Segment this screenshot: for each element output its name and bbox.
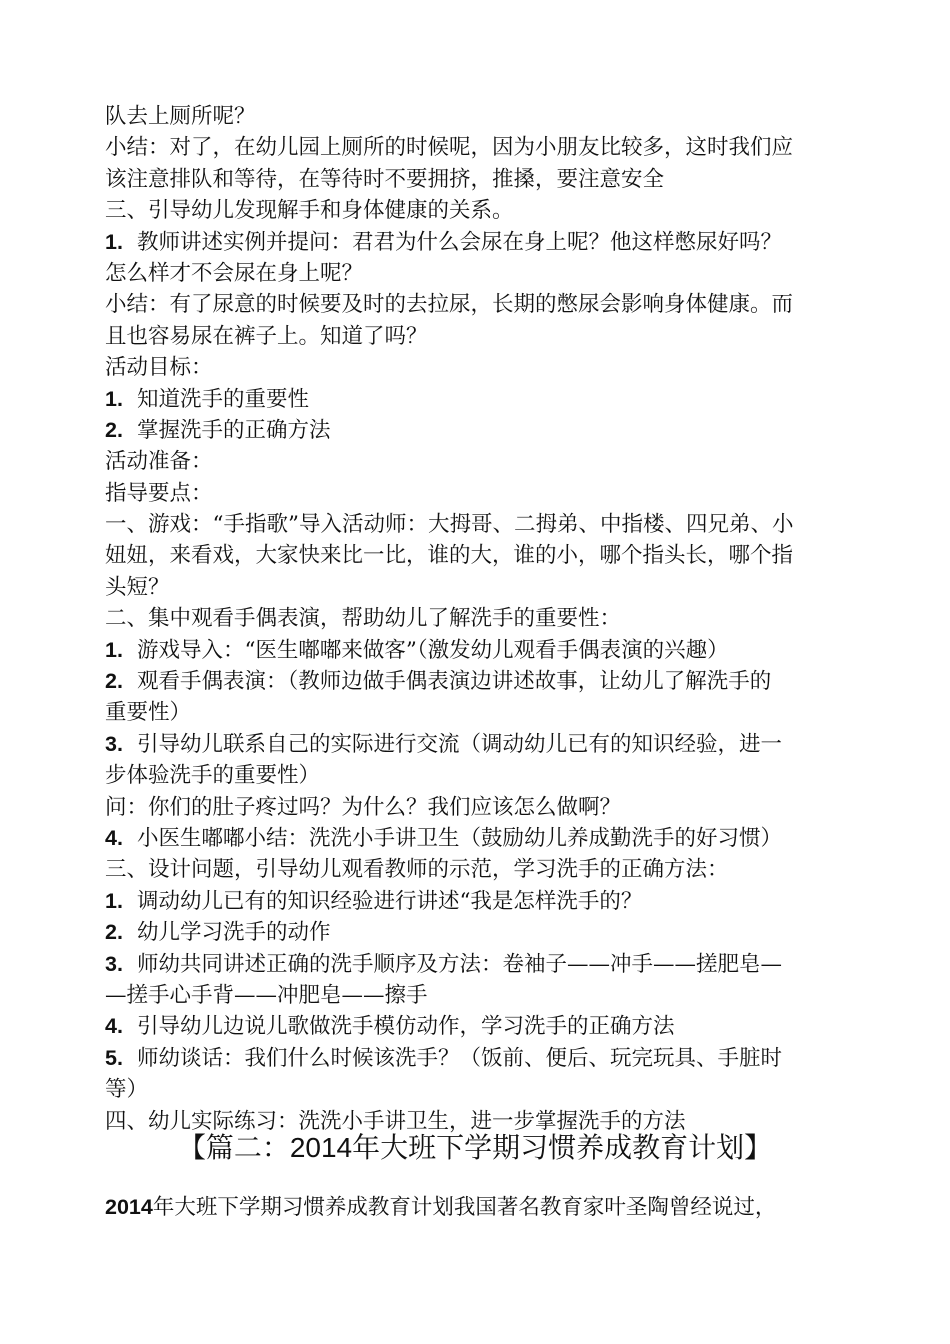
- text-line: [105, 949, 865, 980]
- text-line: [105, 1043, 865, 1074]
- text-line: [105, 635, 865, 666]
- line-text: 观看手偶表演：（教师边做手偶表演边讲述故事，让幼儿了解洗手的: [136, 669, 772, 695]
- heading-rest: 年大班下学期习惯养成教育计划】: [352, 1131, 773, 1164]
- list-number: 3.: [105, 731, 123, 756]
- text-line: [105, 854, 865, 885]
- list-number: 2.: [105, 669, 123, 694]
- paragraph-text: 年大班下学期习惯养成教育计划我国著名教育家叶圣陶曾经说过，: [152, 1195, 777, 1220]
- text-line: [105, 289, 865, 320]
- line-text: 步体验洗手的重要性）: [105, 763, 321, 789]
- text-line: [105, 666, 865, 697]
- line-text: 三、设计问题，引导幼儿观看教师的示范，学习洗手的正确方法：: [105, 857, 729, 883]
- list-number: 2.: [105, 920, 123, 945]
- text-line: [105, 101, 865, 132]
- text-line: [105, 917, 865, 948]
- line-text: 师幼谈话：我们什么时候该洗手？（饭前、便后、玩完玩具、手脏时: [136, 1045, 782, 1071]
- list-number: 4.: [105, 1014, 123, 1039]
- list-number: 4.: [105, 825, 123, 850]
- list-number: 5.: [105, 1045, 123, 1070]
- text-line: [105, 980, 865, 1011]
- line-text: 三、引导幼儿发现解手和身体健康的关系。: [105, 198, 514, 224]
- list-number: 1.: [105, 888, 123, 913]
- text-line: [105, 415, 865, 446]
- line-text: 教师讲述实例并提问：君君为什么会尿在身上呢？他这样憋尿好吗？: [136, 229, 782, 255]
- line-text: 四、幼儿实际练习：洗洗小手讲卫生，进一步掌握洗手的方法: [105, 1108, 686, 1134]
- text-line: [105, 540, 865, 571]
- line-text: 头短？: [105, 574, 170, 600]
- text-line: [105, 792, 865, 823]
- line-text: 重要性）: [105, 700, 192, 726]
- text-line: [105, 697, 865, 728]
- line-text: 等）: [105, 1077, 149, 1103]
- section-paragraph: [105, 1192, 865, 1223]
- text-line: [105, 227, 865, 258]
- list-number: 1.: [105, 637, 123, 662]
- line-text: 妞妞，来看戏，大家快来比一比，谁的大，谁的小，哪个指头长，哪个指: [105, 543, 794, 569]
- text-line: [105, 195, 865, 226]
- text-line: [105, 1074, 865, 1105]
- line-text: 师幼共同讲述正确的洗手顺序及方法：卷袖子——冲手——搓肥皂—: [136, 951, 782, 977]
- text-line: [105, 258, 865, 289]
- text-line: [105, 384, 865, 415]
- text-line: [105, 729, 865, 760]
- line-text: 小医生嘟嘟小结：洗洗小手讲卫生（鼓励幼儿养成勤洗手的好习惯）: [136, 825, 782, 851]
- paragraph-year: 2014: [105, 1195, 153, 1219]
- line-text: 该注意排队和等待，在等待时不要拥挤，推搡，要注意安全: [105, 166, 665, 192]
- text-line: [105, 478, 865, 509]
- heading-open: 【篇二：: [177, 1131, 290, 1164]
- text-line: [105, 321, 865, 352]
- line-text: 游戏导入：“医生嘟嘟来做客”（激发幼儿观看手偶表演的兴趣）: [136, 637, 729, 663]
- document-body: [105, 101, 865, 1137]
- text-line: [105, 509, 865, 540]
- section-heading: [0, 1128, 950, 1168]
- text-line: [105, 823, 865, 854]
- list-number: 1.: [105, 386, 123, 411]
- text-line: [105, 603, 865, 634]
- text-line: [105, 446, 865, 477]
- line-text: 小结：对了，在幼儿园上厕所的时候呢，因为小朋友比较多，这时我们应: [105, 135, 794, 161]
- text-line: [105, 760, 865, 791]
- heading-year: 2014: [289, 1132, 353, 1163]
- text-line: [105, 132, 865, 163]
- line-text: 小结：有了尿意的时候要及时的去拉尿，长期的憋尿会影响身体健康。而: [105, 292, 794, 318]
- line-text: 引导幼儿联系自己的实际进行交流（调动幼儿已有的知识经验，进一: [136, 731, 782, 757]
- text-line: [105, 886, 865, 917]
- line-text: 怎么样才不会尿在身上呢？: [105, 260, 364, 286]
- line-text: 二、集中观看手偶表演，帮助幼儿了解洗手的重要性：: [105, 606, 622, 632]
- text-line: [105, 352, 865, 383]
- line-text: 调动幼儿已有的知识经验进行讲述“我是怎样洗手的？: [136, 888, 643, 914]
- text-line: [105, 1011, 865, 1042]
- line-text: 指导要点：: [105, 480, 213, 506]
- line-text: 活动准备：: [105, 449, 213, 475]
- list-number: 1.: [105, 229, 123, 254]
- line-text: 引导幼儿边说儿歌做洗手模仿动作，学习洗手的正确方法: [136, 1014, 675, 1040]
- line-text: —搓手心手背——冲肥皂——擦手: [105, 982, 428, 1008]
- list-number: 3.: [105, 951, 123, 976]
- line-text: 知道洗手的重要性: [136, 386, 309, 412]
- line-text: 队去上厕所呢？: [105, 104, 256, 129]
- line-text: 一、游戏：“手指歌”导入活动师：大拇哥、二拇弟、中指楼、四兄弟、小: [105, 512, 794, 538]
- line-text: 活动目标：: [105, 355, 213, 381]
- line-text: 且也容易尿在裤子上。知道了吗？: [105, 323, 428, 349]
- line-text: 掌握洗手的正确方法: [136, 417, 331, 443]
- text-line: [105, 164, 865, 195]
- line-text: 问：你们的肚子疼过吗？为什么？我们应该怎么做啊？: [105, 794, 622, 820]
- text-line: [105, 572, 865, 603]
- line-text: 幼儿学习洗手的动作: [136, 920, 331, 946]
- list-number: 2.: [105, 417, 123, 442]
